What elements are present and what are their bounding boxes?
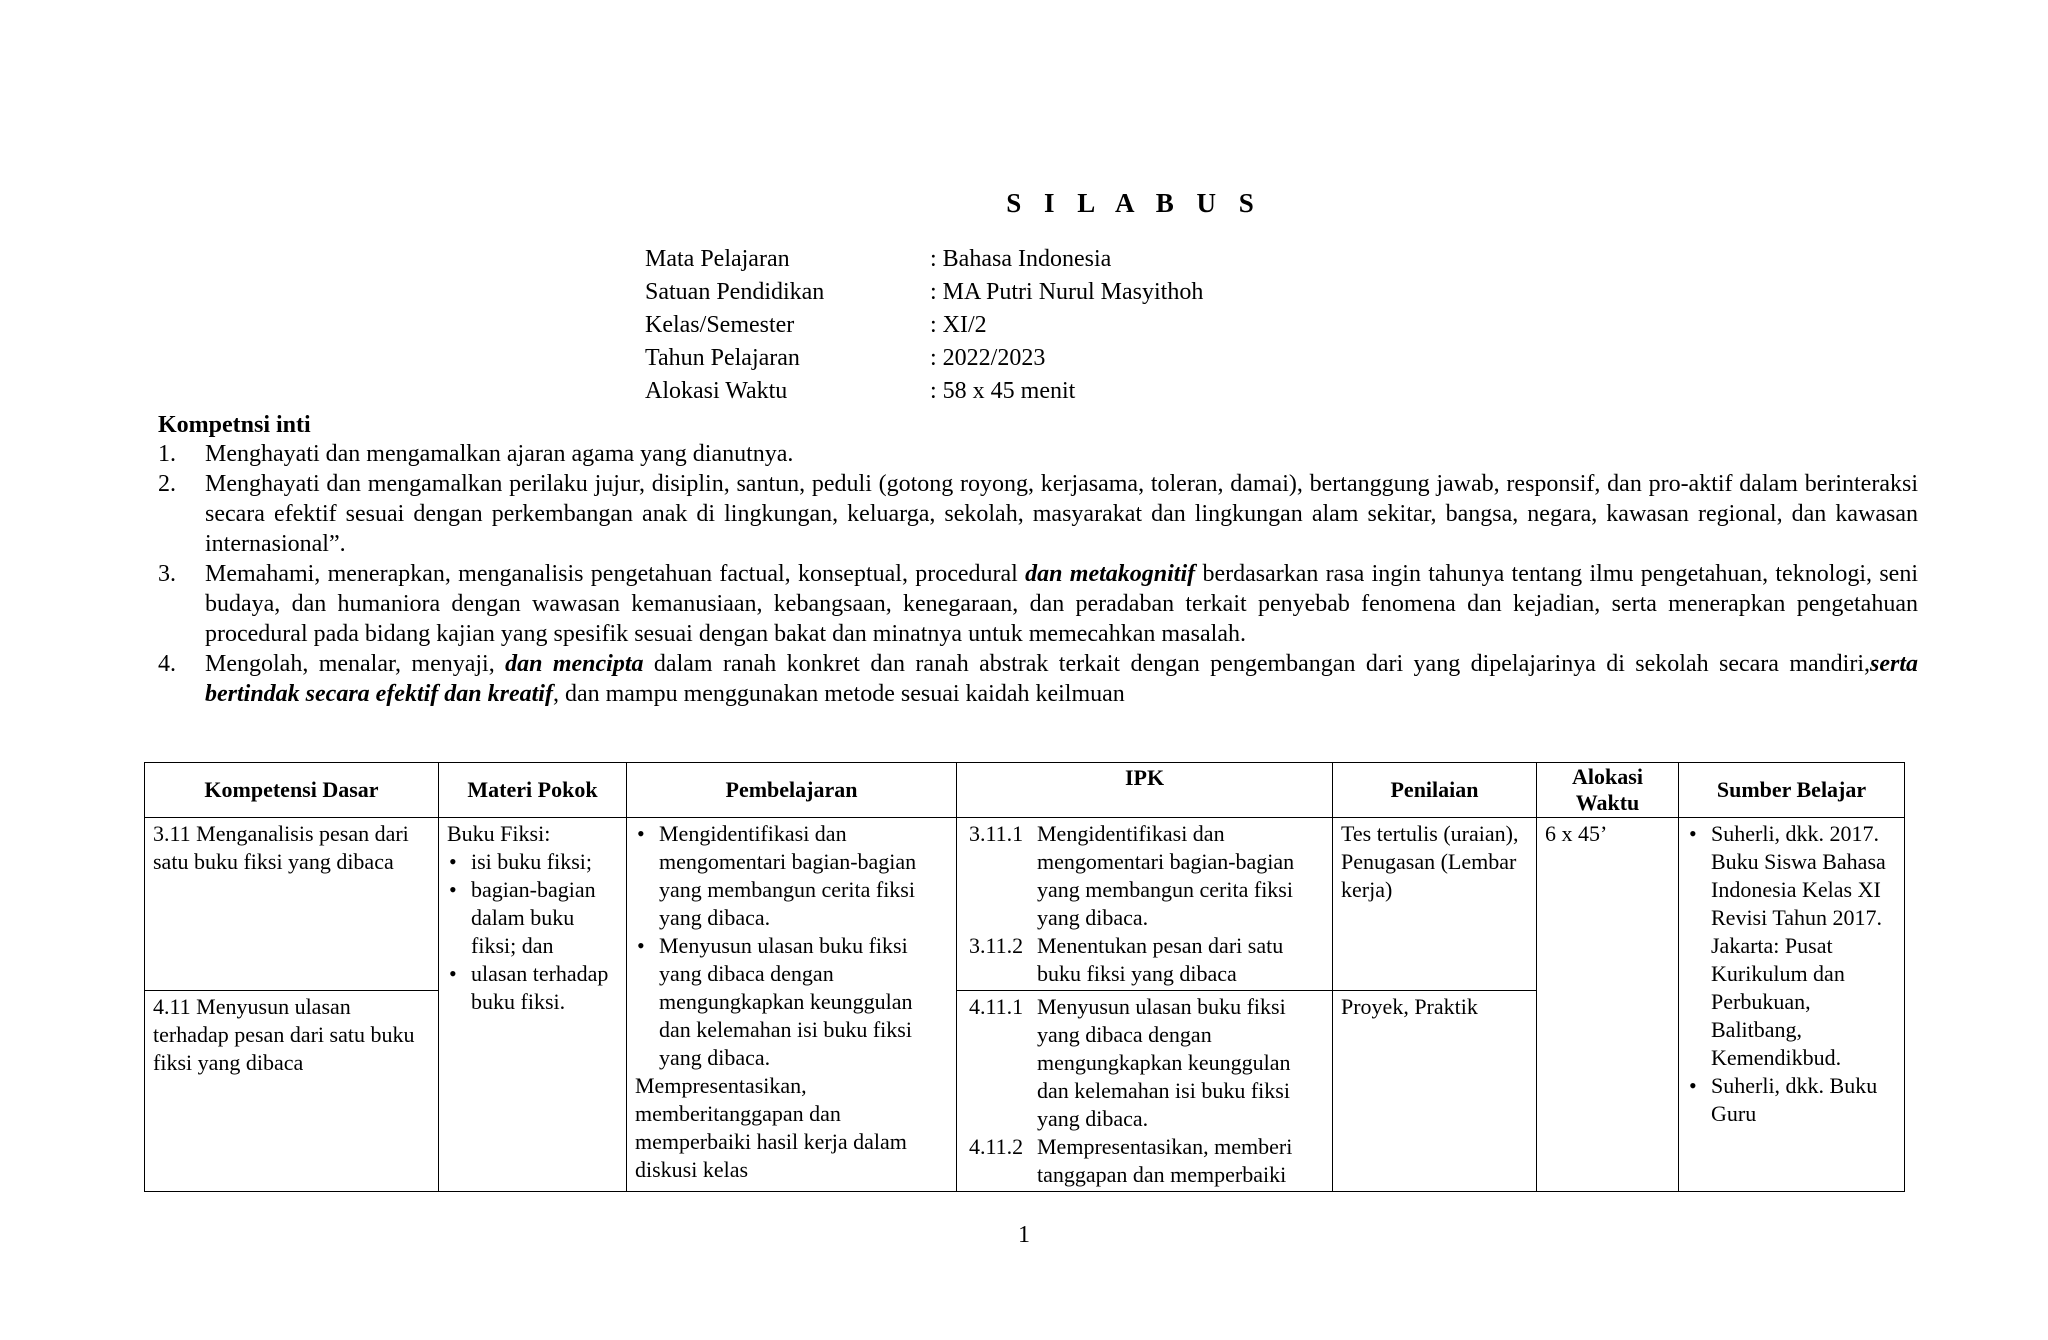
materi-heading: Buku Fiksi: (447, 821, 551, 846)
meta-row-year: Tahun Pelajaran : 2022/2023 (645, 345, 1046, 371)
document-title: S I L A B U S (1006, 188, 1262, 218)
ipk-item: 3.11.2 Menentukan pesan dari satu buku fiksi yang dibaca (969, 933, 1284, 986)
syllabus-table (144, 762, 1905, 1192)
kd-cell-3-11: 3.11 Menganalisis pesan dari satu buku fiksi yang dibaca (145, 818, 439, 991)
header-pembelajaran: Pembelajaran (627, 763, 957, 818)
ipk-item: 3.11.1 Mengidentifikasi dan mengomentari bagian-bagian yang membangun cerita fiksi yang dibaca. (969, 821, 1295, 930)
ipk-cell-3-11 (957, 818, 1333, 991)
kompetensi-inti-section (158, 411, 1918, 709)
list-item: • ulasan terhadap buku fiksi. (471, 960, 618, 1016)
materi-pokok-cell (439, 818, 627, 1192)
header-penilaian: Penilaian (1333, 763, 1537, 818)
alokasi-cell: 6 x 45’ (1537, 818, 1679, 1192)
ipk-item: 4.11.2 Mempresentasikan, memberi tanggapan dan memperbaiki (969, 1134, 1293, 1187)
meta-row-time: Alokasi Waktu : 58 x 45 menit (645, 378, 1076, 404)
header-ipk: IPK (957, 763, 1333, 818)
meta-row-subject: Mata Pelajaran : Bahasa Indonesia (645, 246, 1112, 272)
pembelajaran-list (635, 820, 948, 1072)
header-kompetensi-dasar: Kompetensi Dasar (145, 763, 439, 818)
sumber-list (1687, 820, 1896, 1128)
ki-item-4: 4. Mengolah, menalar, menyaji, dan mencipta dalam ranah konkret dan ranah abstrak terkait dengan pengembangan dari yang dipelajarinya di sekolah secara mandiri,serta bertindak secara efektif dan kreatif, dan mampu menggunakan metode sesuai kaidah keilmuan (158, 651, 1918, 707)
kompetensi-inti-heading: Kompetnsi inti (158, 412, 311, 438)
pembelajaran-cell (627, 818, 957, 1192)
meta-row-class: Kelas/Semester : XI/2 (645, 312, 987, 338)
header-sumber-belajar: Sumber Belajar (1679, 763, 1905, 818)
ki-item-2: 2. Menghayati dan mengamalkan perilaku jujur, disiplin, santun, peduli (gotong royong, kerjasama, toleran, damai), bertanggung jawab, responsif, dan pro-aktif dalam berinteraksi secara efektif sesuai dengan perkembangan anak di lingkungan, keluarga, sekolah, masyarakat dan lingkungan alam sekitar, bangsa, negara, kawasan regional, dan kawasan internasional”. (158, 471, 1918, 557)
kd-cell-4-11: 4.11 Menyusun ulasan terhadap pesan dari satu buku fiksi yang dibaca (145, 991, 439, 1192)
penilaian-cell-4-11: Proyek, Praktik (1333, 991, 1537, 1192)
list-item: • Menyusun ulasan buku fiksi yang dibaca dengan mengungkapkan keunggulan dan kelemahan isi buku fiksi yang dibaca. (659, 932, 948, 1072)
list-item: • isi buku fiksi; (471, 848, 618, 876)
table-header-row (145, 763, 1905, 818)
materi-list (447, 848, 618, 1016)
pembelajaran-extra: Mempresentasikan, memberitanggapan dan memperbaiki hasil kerja dalam diskusi kelas (635, 1073, 907, 1182)
list-item: • Mengidentifikasi dan mengomentari bagian-bagian yang membangun cerita fiksi yang dibaca. (659, 820, 948, 932)
table-row (145, 818, 1905, 991)
ipk-cell-4-11 (957, 991, 1333, 1192)
syllabus-meta (645, 243, 1203, 408)
meta-row-school: Satuan Pendidikan : MA Putri Nurul Masyithoh (645, 279, 1204, 305)
list-item: • Suherli, dkk. Buku Guru (1711, 1072, 1896, 1128)
sumber-belajar-cell (1679, 818, 1905, 1192)
kompetensi-inti-list (158, 439, 1918, 709)
ki-item-3: 3. Memahami, menerapkan, menganalisis pengetahuan factual, konseptual, procedural dan metakognitif berdasarkan rasa ingin tahunya tentang ilmu pengetahuan, teknologi, seni budaya, dan humaniora dengan wawasan kemanusiaan, kebangsaan, kenegaraan, dan peradaban terkait penyebab fenomena dan kejadian, serta menerapkan pengetahuan procedural pada bidang kajian yang spesifik sesuai dengan bakat dan minatnya untuk memecahkan masalah. (158, 561, 1918, 647)
list-item: • bagian-bagian dalam buku fiksi; dan (471, 876, 618, 960)
header-alokasi-waktu: Alokasi Waktu (1537, 763, 1679, 818)
ki-item-1: 1. Menghayati dan mengamalkan ajaran agama yang dianutnya. (158, 441, 794, 467)
penilaian-cell-3-11: Tes tertulis (uraian), Penugasan (Lembar kerja) (1333, 818, 1537, 991)
page-number: 1 (1018, 1222, 1030, 1248)
header-materi-pokok: Materi Pokok (439, 763, 627, 818)
ipk-item: 4.11.1 Menyusun ulasan buku fiksi yang dibaca dengan mengungkapkan keunggulan dan kelemahan isi buku fiksi yang dibaca. (969, 994, 1291, 1131)
list-item: • Suherli, dkk. 2017. Buku Siswa Bahasa Indonesia Kelas XI Revisi Tahun 2017. Jakarta: Pusat Kurikulum dan Perbukuan, Balitbang, Kemendikbud. (1711, 820, 1896, 1072)
